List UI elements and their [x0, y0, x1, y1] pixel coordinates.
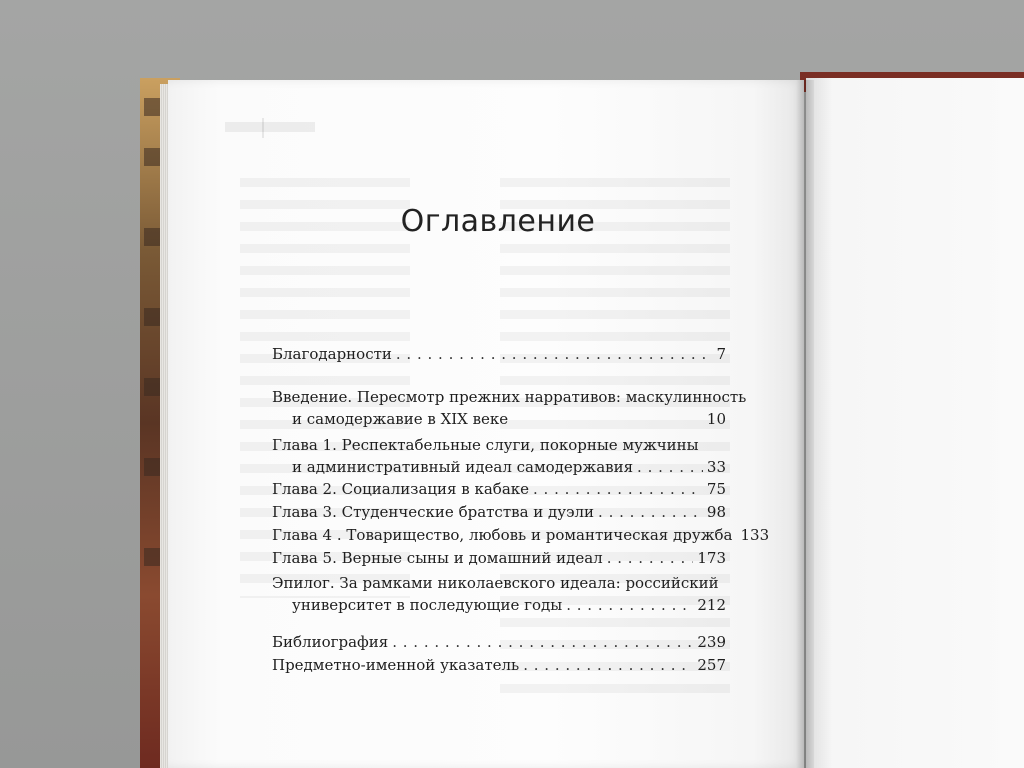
toc-entry-title: Библиография	[272, 633, 389, 651]
toc-page-number: 75	[706, 480, 726, 498]
toc-entry-title: Глава 2. Социализация в кабаке	[272, 480, 530, 498]
toc-entry-title-cont: и административный идеал самодержавия	[292, 458, 634, 476]
toc-entry-title: Эпилог. За рамками николаевского идеала: российский	[272, 574, 719, 592]
toc-entry-chapter-3[interactable]	[272, 501, 726, 523]
page-title: Оглавление	[400, 204, 596, 240]
toc-entry-title-cont: университет в последующие годы	[292, 596, 563, 614]
toc-page-number: 10	[706, 410, 726, 428]
toc-leader-dots	[607, 547, 694, 569]
toc-page-number: 98	[706, 503, 726, 521]
toc-entry-introduction[interactable]	[272, 386, 747, 430]
toc-entry-chapter-1[interactable]	[272, 434, 726, 478]
toc-page-number: 239	[697, 633, 726, 651]
toc-leader-dots	[598, 501, 703, 523]
toc-entry-title: Предметно-именной указатель	[272, 656, 520, 674]
toc-page-number: 212	[697, 596, 726, 614]
toc-leader-dots	[533, 478, 703, 500]
toc-entry-title-cont: и самодержавие в XIX веке	[292, 410, 509, 428]
toc-leader-dots	[637, 456, 703, 478]
right-page	[806, 78, 1024, 768]
toc-entry-index[interactable]	[272, 654, 726, 676]
toc-entry-title: Глава 4 . Товарищество, любовь и романтическая дружба	[272, 526, 733, 544]
toc-entry-chapter-5[interactable]	[272, 547, 726, 569]
toc-leader-dots	[396, 343, 713, 365]
toc-entry-title: Благодарности	[272, 345, 392, 363]
toc-entry-bibliography[interactable]	[272, 631, 726, 653]
toc-entry-title: Глава 5. Верные сыны и домашний идеал	[272, 549, 603, 567]
toc-leader-dots	[392, 631, 693, 653]
toc-page-number: 7	[716, 345, 726, 363]
toc-leader-dots	[523, 654, 693, 676]
toc-page-number: 33	[706, 458, 726, 476]
toc-page-number: 173	[697, 549, 726, 567]
toc-entry-chapter-2[interactable]	[272, 478, 726, 500]
toc-entry-title: Введение. Пересмотр прежних нарративов: маскулинность	[272, 388, 747, 406]
toc-leader-dots	[566, 594, 693, 616]
toc-entry-epilogue[interactable]	[272, 572, 726, 616]
toc-page-number: 133	[740, 526, 770, 544]
toc-entry-title: Глава 1. Респектабельные слуги, покорные мужчины	[272, 436, 699, 454]
book-gutter	[796, 80, 814, 768]
toc-entry-acknowledgements[interactable]	[272, 343, 726, 365]
toc-entry-title: Глава 3. Студенческие братства и дуэли	[272, 503, 595, 521]
toc-entry-chapter-4[interactable]	[272, 524, 770, 546]
toc-page-number: 257	[697, 656, 726, 674]
